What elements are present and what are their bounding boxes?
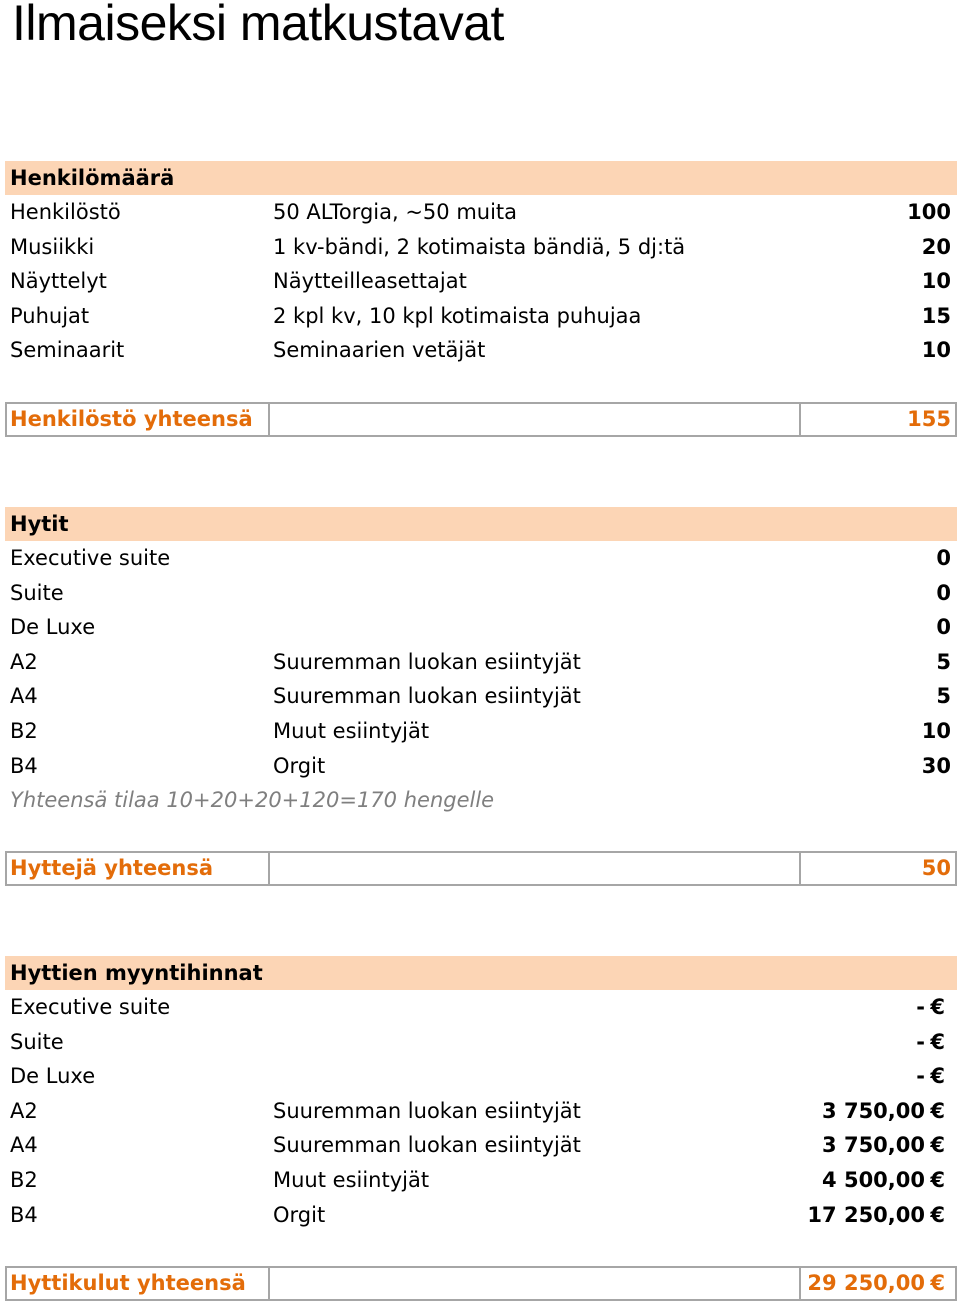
row-price: 4 500,00 xyxy=(822,1167,925,1192)
total-row-henkilosto xyxy=(5,402,957,437)
row-price: - xyxy=(916,1064,925,1089)
row-value: 10 xyxy=(921,338,951,363)
row-description: Orgit xyxy=(273,1202,326,1227)
page-title: Ilmaiseksi matkustavat xyxy=(12,0,504,51)
row-value: 15 xyxy=(921,303,951,328)
section-hytit xyxy=(5,507,957,818)
row-description: Orgit xyxy=(273,753,326,778)
row-description: 2 kpl kv, 10 kpl kotimaista puhujaa xyxy=(273,303,642,328)
row-label: B2 xyxy=(10,718,38,743)
row-description: 1 kv-bändi, 2 kotimaista bändiä, 5 dj:tä xyxy=(273,234,686,259)
row-label: Musiikki xyxy=(10,234,95,259)
table-row xyxy=(5,1198,957,1233)
row-label: B4 xyxy=(10,1202,38,1227)
total-label: Hyttejä yhteensä xyxy=(10,856,214,880)
table-row xyxy=(5,1128,957,1163)
row-value: 0 xyxy=(936,580,951,605)
table-row xyxy=(5,333,957,368)
row-description: Suuremman luokan esiintyjät xyxy=(273,684,581,709)
row-description: Muut esiintyjät xyxy=(273,1167,430,1192)
table-row xyxy=(5,1025,957,1060)
row-label: Suite xyxy=(10,1029,64,1054)
table-row xyxy=(5,264,957,299)
row-value: 5 xyxy=(936,649,951,674)
section-header: Hyttien myyntihinnat xyxy=(5,956,957,990)
row-label: Puhujat xyxy=(10,303,90,328)
total-row-hyttikulut xyxy=(5,1266,957,1301)
total-value: 155 xyxy=(907,407,951,431)
table-row xyxy=(5,990,957,1025)
euro-symbol: € xyxy=(930,1167,945,1192)
total-value: 50 xyxy=(921,856,951,880)
total-blank-cell xyxy=(268,853,801,884)
euro-symbol: € xyxy=(930,995,945,1019)
euro-symbol: € xyxy=(930,1202,945,1227)
row-label: De Luxe xyxy=(10,1064,96,1089)
row-price: 17 250,00 xyxy=(807,1202,925,1227)
row-label: A2 xyxy=(10,1098,38,1123)
note-row xyxy=(5,783,957,818)
row-value: 20 xyxy=(921,234,951,259)
table-row xyxy=(5,1059,957,1094)
table-row xyxy=(5,645,957,680)
row-label: A2 xyxy=(10,649,38,674)
row-price: 3 750,00 xyxy=(822,1133,925,1158)
euro-symbol: € xyxy=(930,1133,945,1158)
row-label: Executive suite xyxy=(10,995,171,1019)
row-label: Henkilöstö xyxy=(10,200,121,224)
row-value: 100 xyxy=(907,200,951,224)
table-row xyxy=(5,299,957,334)
row-price: - xyxy=(916,1029,925,1054)
row-description: Seminaarien vetäjät xyxy=(273,338,486,363)
row-label: De Luxe xyxy=(10,615,96,640)
row-label: Seminaarit xyxy=(10,338,125,363)
row-value: 0 xyxy=(936,615,951,640)
row-description: 50 ALTorgia, ~50 muita xyxy=(273,200,518,224)
row-description: Muut esiintyjät xyxy=(273,718,430,743)
total-blank-cell xyxy=(268,404,801,435)
total-blank-cell xyxy=(268,1268,801,1299)
euro-symbol: € xyxy=(930,1064,945,1089)
row-description: Suuremman luokan esiintyjät xyxy=(273,1133,581,1158)
table-row xyxy=(5,541,957,576)
row-value: 10 xyxy=(921,269,951,294)
row-value: 0 xyxy=(936,546,951,570)
section-myyntihinnat xyxy=(5,956,957,1232)
row-label: Näyttelyt xyxy=(10,269,107,294)
row-description: Suuremman luokan esiintyjät xyxy=(273,1098,581,1123)
table-row xyxy=(5,1094,957,1129)
row-value: 30 xyxy=(921,753,951,778)
section-henkilomaara xyxy=(5,161,957,368)
total-label: Hyttikulut yhteensä xyxy=(10,1271,246,1295)
euro-symbol: € xyxy=(930,1098,945,1123)
row-label: B2 xyxy=(10,1167,38,1192)
row-price: - xyxy=(916,995,925,1019)
row-label: Suite xyxy=(10,580,64,605)
row-label: Executive suite xyxy=(10,546,171,570)
table-row xyxy=(5,749,957,784)
table-row xyxy=(5,1163,957,1198)
table-row xyxy=(5,714,957,749)
row-label: A4 xyxy=(10,684,38,709)
row-value: 10 xyxy=(921,718,951,743)
table-row xyxy=(5,195,957,230)
table-row xyxy=(5,610,957,645)
capacity-note: Yhteensä tilaa 10+20+20+120=170 hengelle xyxy=(10,788,495,813)
total-label: Henkilöstö yhteensä xyxy=(10,407,253,431)
total-value: 29 250,00 xyxy=(807,1271,925,1295)
table-row xyxy=(5,576,957,611)
table-row xyxy=(5,679,957,714)
euro-symbol: € xyxy=(930,1271,945,1295)
total-row-hytit xyxy=(5,851,957,886)
section-header: Henkilömäärä xyxy=(5,161,957,195)
row-label: B4 xyxy=(10,753,38,778)
euro-symbol: € xyxy=(930,1029,945,1054)
section-header: Hytit xyxy=(5,507,957,541)
row-value: 5 xyxy=(936,684,951,709)
table-row xyxy=(5,230,957,265)
row-price: 3 750,00 xyxy=(822,1098,925,1123)
row-description: Näytteilleasettajat xyxy=(273,269,467,294)
row-label: A4 xyxy=(10,1133,38,1158)
row-description: Suuremman luokan esiintyjät xyxy=(273,649,581,674)
